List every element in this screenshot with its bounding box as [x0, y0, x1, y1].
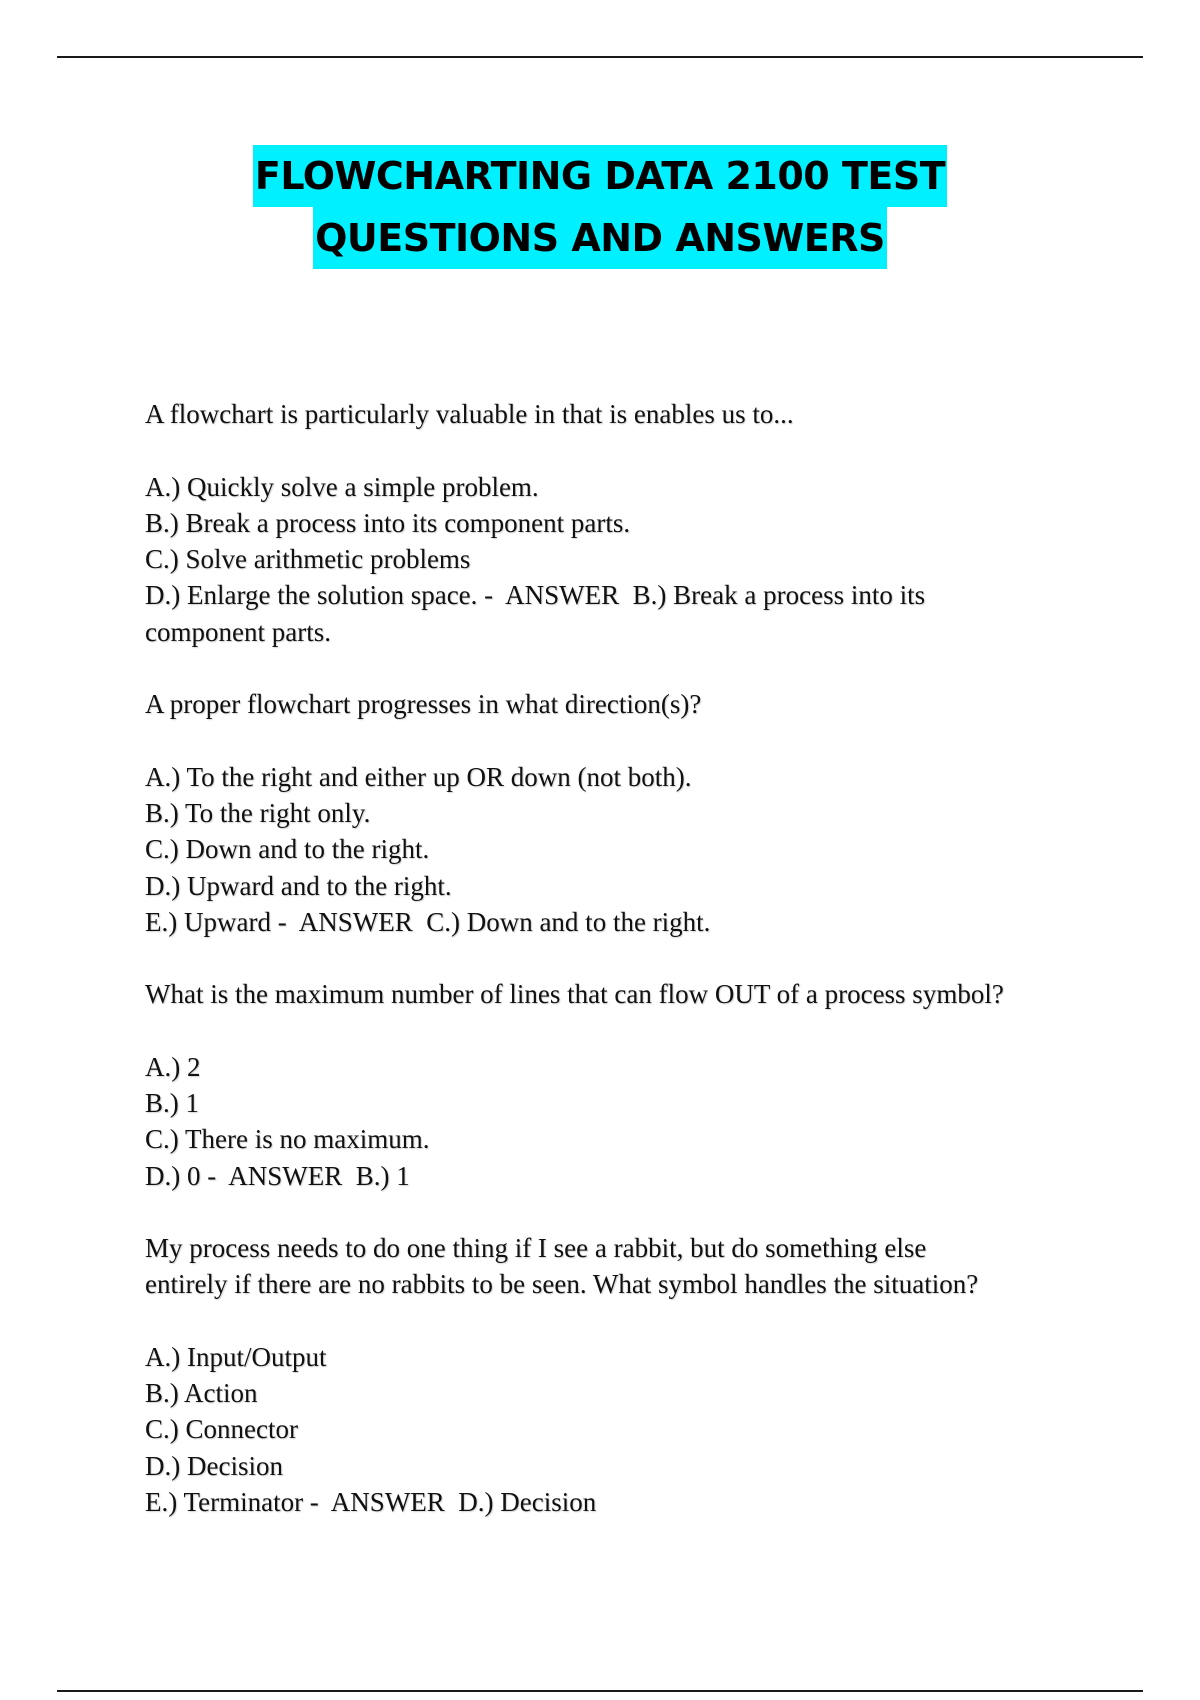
option-d-answer: D.) Enlarge the solution space. - ANSWER B.) Break a process into its: [145, 580, 926, 611]
option-c: C.) Down and to the right.: [145, 834, 430, 865]
question-text: What is the maximum number of lines that can flow OUT of a process symbol?: [145, 979, 1004, 1010]
document-body: [145, 396, 1065, 1556]
question-block: [145, 686, 1065, 940]
option-c: C.) There is no maximum.: [145, 1124, 430, 1155]
question-block: [145, 976, 1065, 1194]
question-text: A flowchart is particularly valuable in that is enables us to...: [145, 399, 794, 429]
spacer-line: [145, 432, 1065, 468]
option-d: D.) Upward and to the right.: [145, 870, 452, 901]
option-d: D.) Decision: [145, 1450, 283, 1481]
option-a: A.) Quickly solve a simple problem.: [145, 471, 539, 502]
spacer-line: [145, 722, 1065, 758]
option-a: A.) 2: [145, 1051, 201, 1082]
spacer-line: [145, 1012, 1065, 1048]
option-d-answer: D.) 0 - ANSWER B.) 1: [145, 1160, 410, 1191]
question-text: A proper flowchart progresses in what direction(s)?: [145, 689, 702, 720]
title-line-1: FLOWCHARTING DATA 2100 TEST: [253, 145, 947, 207]
document-title: [0, 145, 1200, 269]
option-c: C.) Connector: [145, 1414, 298, 1445]
option-e-answer: E.) Terminator - ANSWER D.) Decision: [145, 1487, 597, 1518]
question-block: [145, 396, 1065, 650]
bottom-rule: [57, 1690, 1143, 1692]
question-block: [145, 1230, 1065, 1520]
top-rule: [57, 56, 1143, 58]
spacer-line: [145, 1303, 1065, 1339]
option-b: B.) 1: [145, 1088, 199, 1119]
option-b: B.) Action: [145, 1378, 258, 1409]
option-c: C.) Solve arithmetic problems: [145, 544, 471, 575]
option-e-answer: E.) Upward - ANSWER C.) Down and to the right.: [145, 906, 711, 937]
answer-continuation: component parts.: [145, 616, 331, 647]
option-a: A.) To the right and either up OR down (not both).: [145, 761, 692, 792]
option-a: A.) Input/Output: [145, 1341, 327, 1372]
question-text: My process needs to do one thing if I see a rabbit, but do something else: [145, 1232, 927, 1263]
option-b: B.) Break a process into its component parts.: [145, 507, 631, 538]
question-text-continuation: entirely if there are no rabbits to be seen. What symbol handles the situation?: [145, 1269, 979, 1300]
title-line-2: QUESTIONS AND ANSWERS: [313, 207, 887, 269]
option-b: B.) To the right only.: [145, 797, 371, 828]
